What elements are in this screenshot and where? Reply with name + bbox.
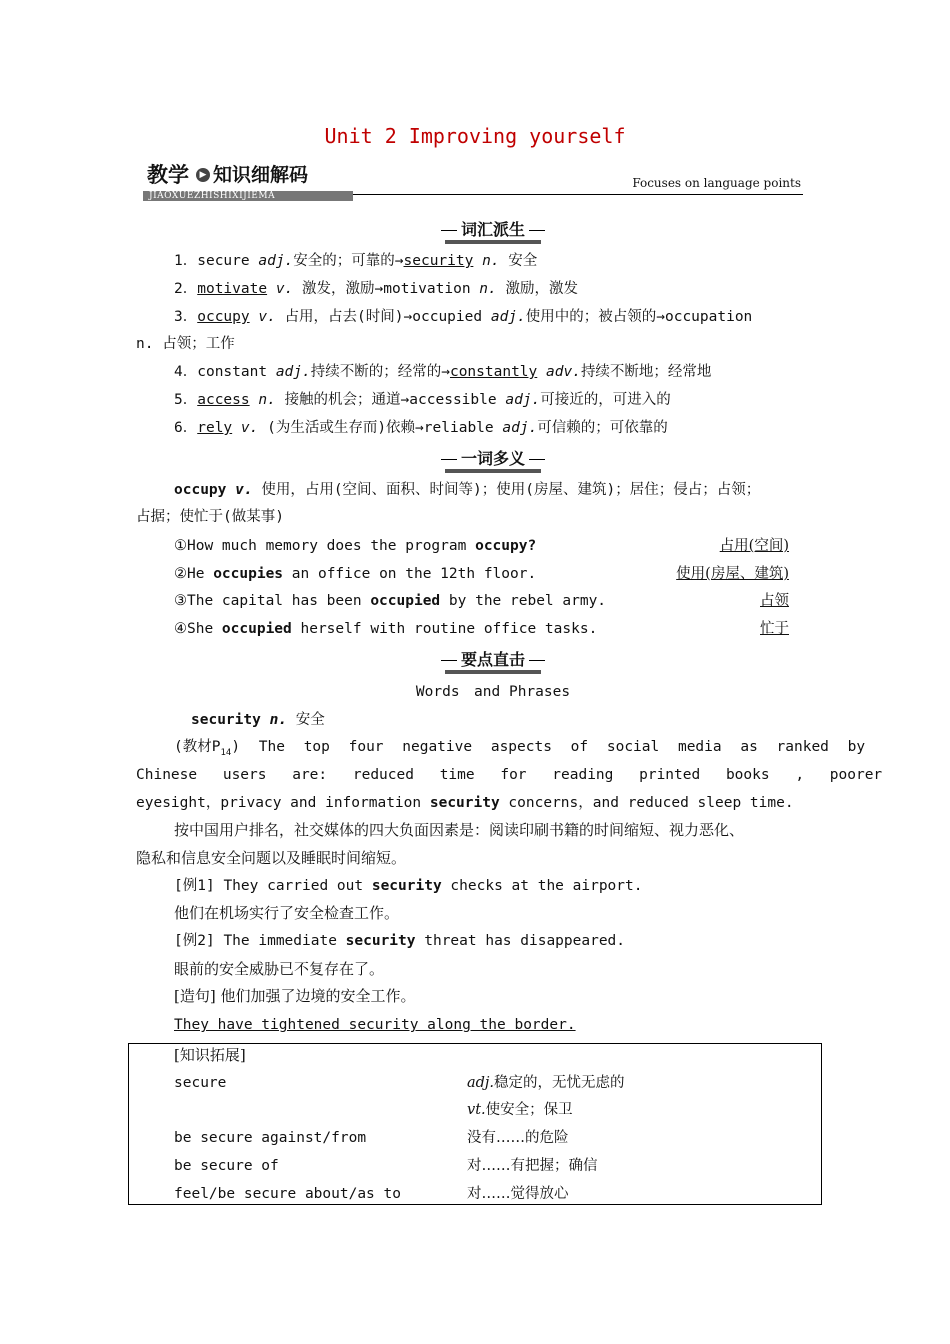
- vocab-item: 3．occupy v. 占用，占去(时间)→occupied adj.使用中的；被占领的→occupation: [174, 309, 753, 325]
- section-polysemy-heading: 一词多义: [0, 449, 950, 469]
- example-1-translation: 他们在机场实行了安全检查工作。: [174, 904, 400, 922]
- banner-rule: [353, 194, 803, 195]
- key-word-heading: security n. 安全: [191, 712, 325, 728]
- banner-pinyin: JIAOXUEZHISHIXIJIEMA: [149, 191, 276, 201]
- polysemy-answer: 使用(房屋、建筑): [676, 566, 789, 582]
- expansion-meaning: 对……有把握；确信: [467, 1158, 598, 1174]
- polysemy-example: ④She occupied herself with routine office tasks.: [174, 621, 598, 637]
- polysemy-answer: 占用(空间): [719, 538, 789, 554]
- section-banner: [143, 162, 803, 204]
- expansion-meaning: 没有……的危险: [467, 1130, 569, 1146]
- vocab-item: 4．constant adj.持续不断的；经常的→constantly adv.持续不断地；经常地: [174, 364, 712, 380]
- vocab-item-continued: n. 占领；工作: [136, 336, 235, 352]
- example-2-translation: 眼前的安全威胁已不复存在了。: [174, 960, 385, 978]
- expansion-meaning: 对……觉得放心: [467, 1186, 569, 1202]
- banner-main: 教学: [147, 163, 189, 187]
- section-vocab-heading: 词汇派生: [0, 220, 950, 240]
- banner-right: Focuses on language points: [632, 176, 801, 190]
- polysemy-head-continued: 占据；使忙于(做某事): [136, 509, 284, 525]
- expansion-term: feel/be secure about/as to: [174, 1186, 401, 1202]
- textbook-sentence: Chinese users are: reduced time for reading printed books , poorer: [136, 767, 883, 783]
- make-sentence: [造句] 他们加强了边境的安全工作。: [174, 987, 416, 1005]
- expansion-term: be secure of: [174, 1158, 279, 1174]
- knowledge-expansion-box: [128, 1043, 822, 1205]
- polysemy-example: ①How much memory does the program occupy?: [174, 538, 537, 554]
- polysemy-answer: 忙于: [760, 621, 789, 637]
- arrow-icon: ▶: [196, 168, 210, 182]
- translation: 按中国用户排名，社交媒体的四大负面因素是：阅读印刷书籍的时间缩短、视力恶化、: [174, 821, 745, 839]
- key-subtitle: Words and Phrases: [415, 684, 571, 700]
- polysemy-example: ②He occupies an office on the 12th floor.: [174, 566, 537, 582]
- example-2: [例2] The immediate security threat has disappeared.: [174, 933, 626, 949]
- make-sentence-answer: They have tightened security along the border.: [174, 1017, 576, 1033]
- page-title: Unit 2 Improving yourself: [324, 124, 626, 148]
- polysemy-example: ③The capital has been occupied by the rebel army.: [174, 593, 607, 609]
- example-1: [例1] They carried out security checks at the airport.: [174, 878, 643, 894]
- polysemy-answer: 占领: [760, 593, 789, 609]
- vocab-item: 2．motivate v. 激发，激励→motivation n. 激励，激发: [174, 281, 578, 297]
- expansion-term: be secure against/from: [174, 1130, 367, 1146]
- vocab-item: 1．secure adj.安全的；可靠的→security n. 安全: [174, 253, 538, 269]
- section-key-heading: 要点直击: [0, 650, 950, 670]
- expansion-meaning: vt.使安全；保卫: [467, 1102, 573, 1118]
- banner-sub: 知识细解码: [213, 164, 309, 186]
- textbook-sentence: (教材$P_{14}$) The top four negative aspects of social media as ranked by: [174, 739, 866, 758]
- expansion-title: [知识拓展]: [174, 1046, 246, 1064]
- expansion-meaning: adj.稳定的，无忧无虑的: [467, 1075, 625, 1091]
- translation: 隐私和信息安全问题以及睡眠时间缩短。: [136, 849, 407, 867]
- vocab-item: 6．rely v. (为生活或生存而)依赖→reliable adj.可信赖的；可依靠的: [174, 420, 668, 436]
- vocab-item: 5．access n. 接触的机会；通道→accessible adj.可接近的，可进入的: [174, 392, 671, 408]
- expansion-term: secure: [174, 1075, 227, 1091]
- polysemy-head: occupy v. 使用，占用(空间、面积、时间等)；使用(房屋、建筑)；居住；侵占；占领；: [174, 482, 761, 498]
- textbook-sentence: eyesight，privacy and information security concerns，and reduced sleep time.: [136, 795, 794, 811]
